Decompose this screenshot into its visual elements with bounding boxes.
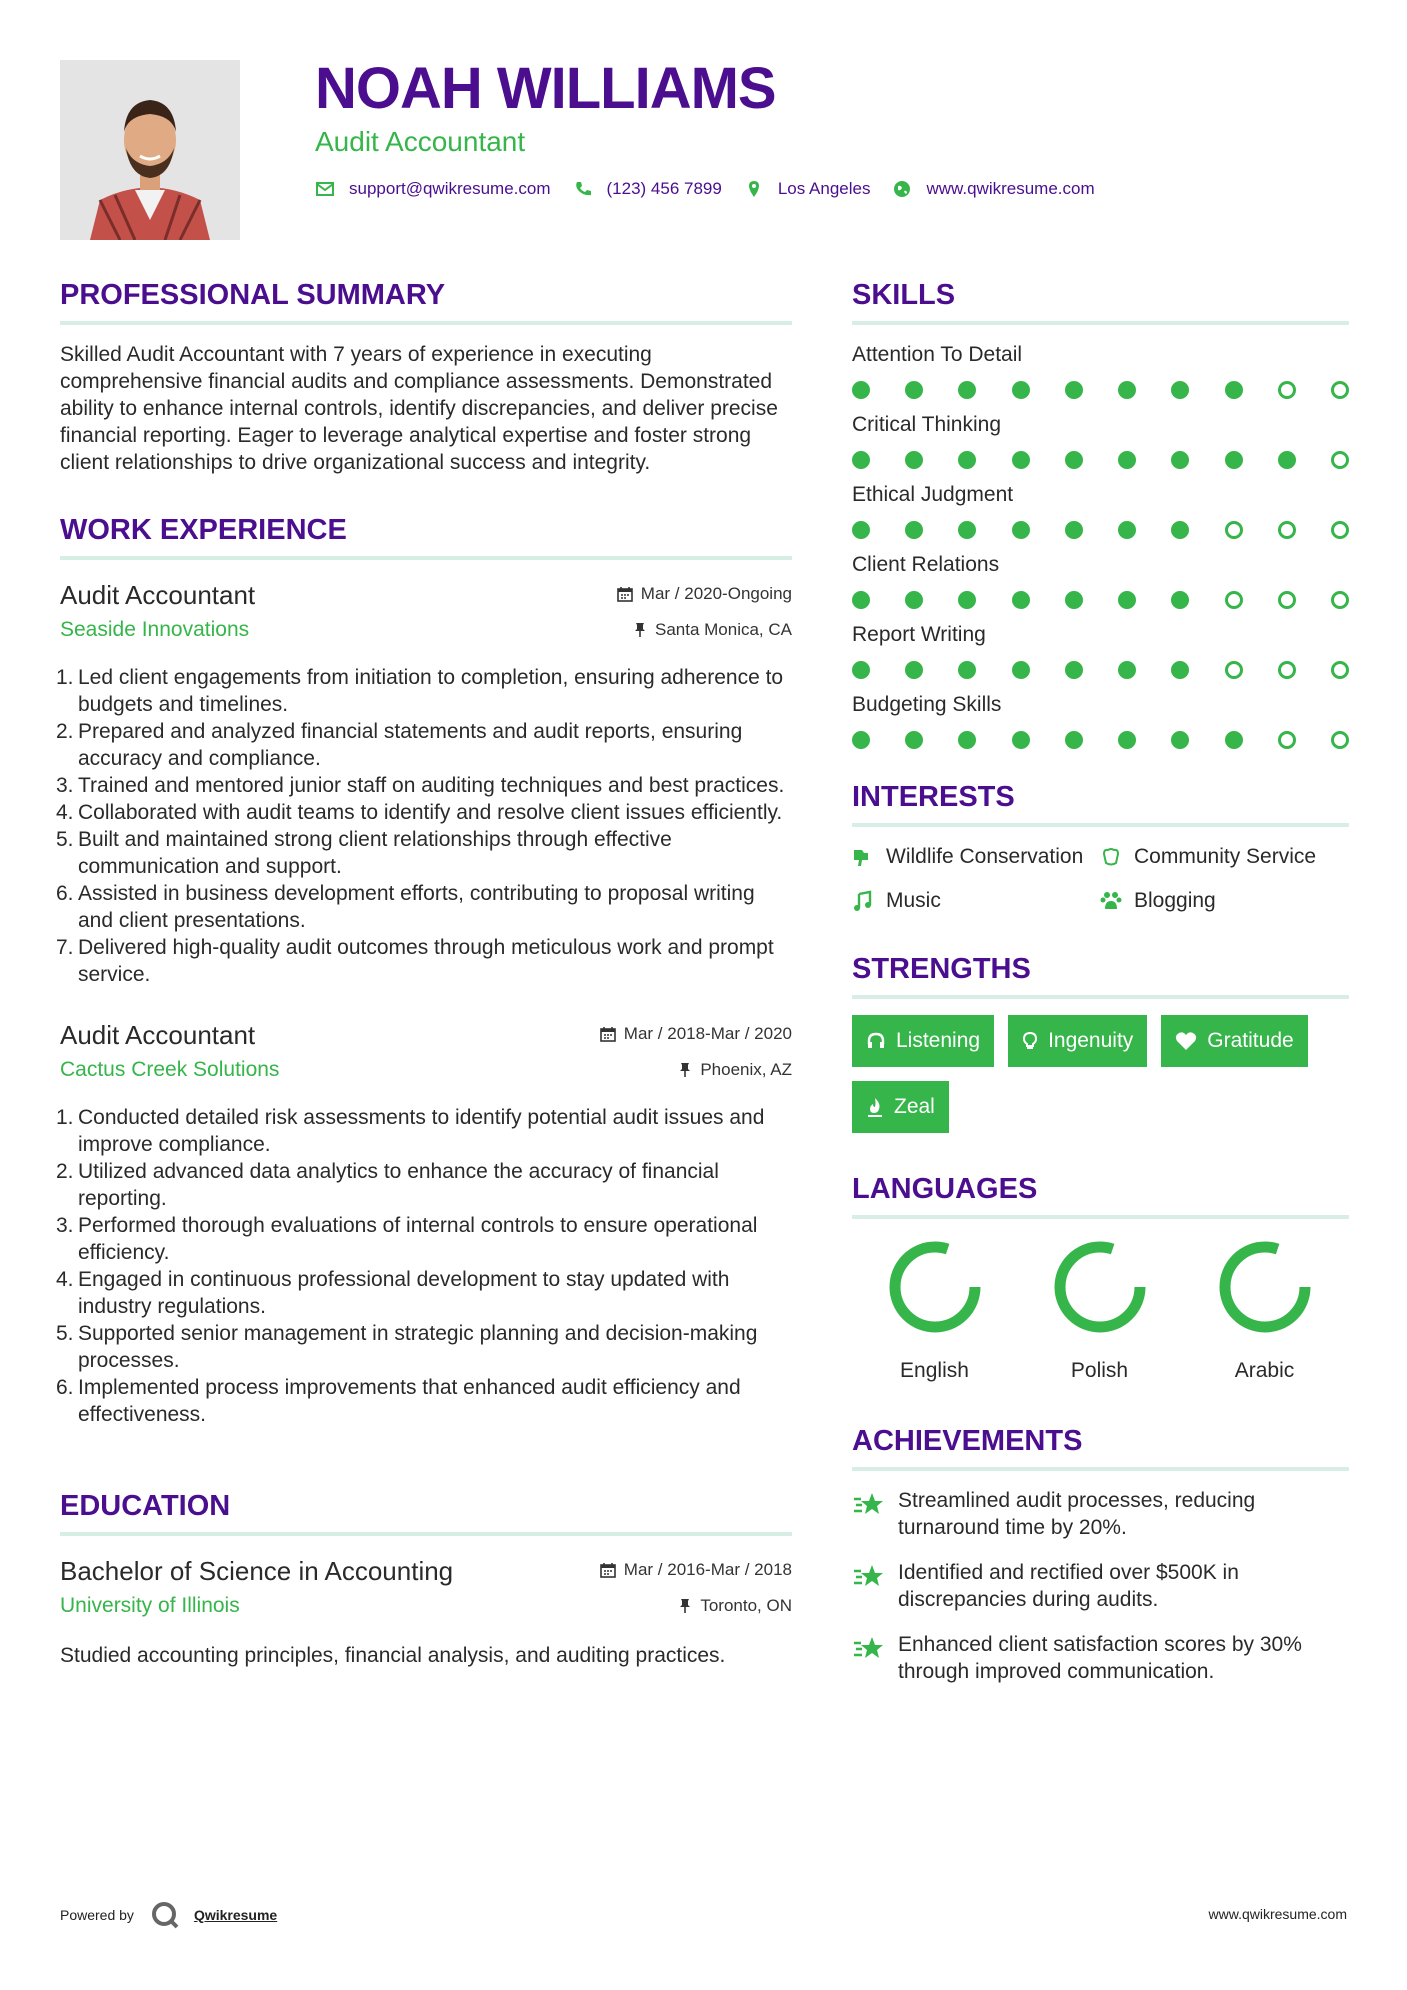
languages-heading: LANGUAGES <box>852 1169 1349 1219</box>
resume-header <box>315 55 1355 199</box>
list-item: 4. Engaged in continuous professional development to stay updated with industry regulations. <box>56 1268 730 1318</box>
headphones-icon <box>866 1031 886 1051</box>
rating-dot-filled <box>905 381 923 399</box>
rating-dot-filled <box>852 381 870 399</box>
envelope-icon <box>315 179 335 199</box>
job-entry <box>56 578 792 988</box>
job-entry <box>56 1018 792 1428</box>
footer-powered-by <box>60 1900 277 1930</box>
language-level-ring <box>1048 1235 1152 1339</box>
contact-location <box>744 179 871 199</box>
pushpin-icon <box>633 622 647 638</box>
skill-row <box>852 691 1349 749</box>
strength-tag: Zeal <box>852 1081 949 1133</box>
rating-dot-filled <box>1118 591 1136 609</box>
language-name: English <box>900 1359 969 1382</box>
rating-dot-filled <box>905 731 923 749</box>
rating-dot-filled <box>1171 591 1189 609</box>
website-text[interactable]: www.qwikresume.com <box>926 179 1095 198</box>
rating-dot-filled <box>1118 731 1136 749</box>
left-column <box>56 275 792 1669</box>
education-dates <box>600 1560 792 1580</box>
rating-dot-filled <box>1065 731 1083 749</box>
contact-website[interactable] <box>892 179 1094 199</box>
rating-dot-filled <box>1118 521 1136 539</box>
calendar-icon <box>600 1026 616 1042</box>
rating-dot-filled <box>1118 451 1136 469</box>
list-item: 6. Assisted in business development efforts, contributing to proposal writing and client presentations. <box>56 882 755 932</box>
job-location <box>678 1060 792 1080</box>
skill-rating <box>852 731 1349 749</box>
right-column <box>852 275 1349 1703</box>
rating-dot-filled <box>905 451 923 469</box>
list-item: 3. Trained and mentored junior staff on auditing techniques and best practices. <box>56 774 785 797</box>
skill-rating <box>852 521 1349 539</box>
rating-dot-empty <box>1331 521 1349 539</box>
calendar-icon <box>600 1562 616 1578</box>
rating-dot-filled <box>852 451 870 469</box>
strengths-tags <box>852 1015 1349 1133</box>
rating-dot-filled <box>958 591 976 609</box>
rating-dot-filled <box>1171 731 1189 749</box>
job-dates-text: Mar / 2018-Mar / 2020 <box>623 1024 792 1043</box>
rating-dot-filled <box>1118 381 1136 399</box>
language-level-ring <box>883 1235 987 1339</box>
summary-section <box>60 275 792 476</box>
list-item: 1. Conducted detailed risk assessments to identify potential audit issues and improve compliance. <box>56 1106 765 1156</box>
rating-dot-empty <box>1278 381 1296 399</box>
list-item: 5. Built and maintained strong client relationships through effective communication and support. <box>56 828 672 878</box>
education-location <box>678 1596 792 1616</box>
rating-dot-filled <box>1171 521 1189 539</box>
calendar-icon <box>617 586 633 602</box>
community-icon <box>1100 846 1122 868</box>
interest-item: Community Service <box>1100 843 1348 871</box>
rating-dot-empty <box>1278 731 1296 749</box>
candidate-name: NOAH WILLIAMS <box>315 56 776 121</box>
education-description: Studied accounting principles, financial analysis, and auditing practices. <box>60 1644 726 1667</box>
strength-tag: Ingenuity <box>1008 1015 1147 1067</box>
interests-heading: INTERESTS <box>852 777 1349 827</box>
rating-dot-filled <box>1225 451 1243 469</box>
list-item: 2. Utilized advanced data analytics to enhance the accuracy of financial reporting. <box>56 1160 719 1210</box>
rating-dot-filled <box>1278 451 1296 469</box>
blogging-icon <box>1100 890 1122 912</box>
skill-row <box>852 621 1349 679</box>
language-level-arc <box>1060 1247 1140 1327</box>
rating-dot-filled <box>1225 381 1243 399</box>
job-dates-text: Mar / 2020-Ongoing <box>640 584 792 603</box>
rating-dot-empty <box>1331 451 1349 469</box>
achievements-heading: ACHIEVEMENTS <box>852 1421 1349 1471</box>
lightbulb-icon <box>1022 1031 1038 1051</box>
job-company: Cactus Creek Solutions <box>60 1058 280 1081</box>
job-dates <box>617 584 792 604</box>
wildlife-icon <box>852 846 874 868</box>
list-item: 7. Delivered high-quality audit outcomes through meticulous work and prompt service. <box>56 936 774 986</box>
email-text[interactable]: support@qwikresume.com <box>349 179 551 198</box>
rating-dot-empty <box>1331 591 1349 609</box>
globe-icon <box>892 179 912 199</box>
education-section <box>60 1486 792 1669</box>
avatar-illustration <box>60 60 240 240</box>
interests-grid <box>852 843 1349 915</box>
achievements-list <box>852 1487 1349 1685</box>
brand-link[interactable]: Qwikresume <box>193 1907 278 1923</box>
rating-dot-filled <box>1012 451 1030 469</box>
rating-dot-empty <box>1331 381 1349 399</box>
contact-bar <box>315 179 1355 199</box>
rating-dot-filled <box>1225 731 1243 749</box>
music-icon <box>852 890 874 912</box>
achievement-item: Enhanced client satisfaction scores by 30% through improved communication. <box>852 1631 1349 1685</box>
list-item: 5. Supported senior management in strategic planning and decision-making processes. <box>56 1322 758 1372</box>
skill-name: Ethical Judgment <box>852 483 1014 506</box>
phone-text[interactable]: (123) 456 7899 <box>606 179 722 198</box>
education-location-text: Toronto, ON <box>700 1596 792 1615</box>
degree-title: Bachelor of Science in Accounting <box>60 1556 454 1586</box>
rating-dot-filled <box>1171 661 1189 679</box>
star-icon <box>852 1487 886 1521</box>
list-item: 3. Performed thorough evaluations of internal controls to ensure operational efficiency. <box>56 1214 758 1264</box>
rating-dot-filled <box>852 731 870 749</box>
languages-list <box>852 1235 1349 1383</box>
interest-item: Wildlife Conservation <box>852 843 1100 871</box>
job-dates <box>600 1024 792 1044</box>
rating-dot-empty <box>1225 591 1243 609</box>
list-item: 6. Implemented process improvements that enhanced audit efficiency and effectiveness. <box>56 1376 741 1426</box>
strengths-heading: STRENGTHS <box>852 949 1349 999</box>
rating-dot-filled <box>1012 381 1030 399</box>
rating-dot-filled <box>958 451 976 469</box>
language-name: Polish <box>1070 1359 1129 1382</box>
language-name: Arabic <box>1234 1359 1295 1382</box>
achievement-item: Identified and rectified over $500K in discrepancies during audits. <box>852 1559 1349 1613</box>
language-item <box>1017 1235 1182 1383</box>
qwikresume-logo-icon <box>150 1900 180 1930</box>
achievements-section <box>852 1421 1349 1685</box>
rating-dot-filled <box>905 591 923 609</box>
rating-dot-filled <box>1118 661 1136 679</box>
skill-row <box>852 411 1349 469</box>
rating-dot-empty <box>1225 661 1243 679</box>
job-location <box>633 620 792 640</box>
rating-dot-empty <box>1331 731 1349 749</box>
contact-email[interactable] <box>315 179 551 199</box>
rating-dot-filled <box>1012 521 1030 539</box>
pushpin-icon <box>678 1062 692 1078</box>
footer-website[interactable]: www.qwikresume.com <box>1208 1906 1347 1922</box>
skill-name: Attention To Detail <box>852 343 1023 366</box>
list-item: 2. Prepared and analyzed financial statements and audit reports, ensuring accuracy and compliance. <box>56 720 743 770</box>
map-pin-icon <box>744 179 764 199</box>
rating-dot-filled <box>1171 451 1189 469</box>
language-level-ring <box>1213 1235 1317 1339</box>
rating-dot-filled <box>852 591 870 609</box>
star-icon <box>852 1631 886 1665</box>
candidate-title: Audit Accountant <box>315 126 526 157</box>
job-company: Seaside Innovations <box>60 618 250 641</box>
job-location-text: Phoenix, AZ <box>700 1060 792 1079</box>
achievement-item: Streamlined audit processes, reducing turnaround time by 20%. <box>852 1487 1349 1541</box>
location-text: Los Angeles <box>777 179 871 198</box>
school-name: University of Illinois <box>60 1594 240 1617</box>
skills-list <box>852 341 1349 749</box>
list-item: 4. Collaborated with audit teams to identify and resolve client issues efficiently. <box>56 801 783 824</box>
rating-dot-filled <box>1012 661 1030 679</box>
rating-dot-filled <box>958 661 976 679</box>
profile-photo <box>60 60 240 240</box>
rating-dot-filled <box>905 661 923 679</box>
rating-dot-filled <box>852 521 870 539</box>
skill-name: Report Writing <box>852 623 986 646</box>
skill-row <box>852 551 1349 609</box>
experience-heading: WORK EXPERIENCE <box>60 510 792 560</box>
job-bullets <box>56 664 792 988</box>
rating-dot-empty <box>1225 521 1243 539</box>
rating-dot-filled <box>958 521 976 539</box>
job-location-text: Santa Monica, CA <box>654 620 792 639</box>
rating-dot-filled <box>1065 381 1083 399</box>
job-title: Audit Accountant <box>60 1020 256 1050</box>
skills-section <box>852 275 1349 749</box>
interests-section <box>852 777 1349 915</box>
language-item <box>1182 1235 1347 1383</box>
pushpin-icon <box>678 1598 692 1614</box>
skill-row <box>852 341 1349 399</box>
powered-by-label: Powered by <box>60 1907 134 1923</box>
language-level-arc <box>895 1247 975 1327</box>
rating-dot-empty <box>1278 661 1296 679</box>
rating-dot-filled <box>905 521 923 539</box>
rating-dot-empty <box>1278 591 1296 609</box>
strengths-section <box>852 949 1349 1133</box>
interest-item: Blogging <box>1100 887 1348 915</box>
rating-dot-filled <box>1012 731 1030 749</box>
skill-rating <box>852 451 1349 469</box>
summary-text: Skilled Audit Accountant with 7 years of experience in executing comprehensive financial audits and compliance assessments. Demonstrated ability to enhance internal controls, identify discrepancies, and deliver precise financial reporting. Eager to leverage analytical expertise and foster strong client relationships to drive organizational success and integrity. <box>60 343 778 474</box>
skill-rating <box>852 591 1349 609</box>
strength-tag: Gratitude <box>1161 1015 1307 1067</box>
skill-name: Client Relations <box>852 553 1000 576</box>
education-dates-text: Mar / 2016-Mar / 2018 <box>623 1560 792 1579</box>
job-bullets <box>56 1104 792 1428</box>
interest-item: Music <box>852 887 1100 915</box>
skill-name: Critical Thinking <box>852 413 1001 436</box>
rating-dot-filled <box>1012 591 1030 609</box>
rating-dot-filled <box>958 731 976 749</box>
rating-dot-filled <box>1065 661 1083 679</box>
summary-heading: PROFESSIONAL SUMMARY <box>60 275 792 325</box>
skills-heading: SKILLS <box>852 275 1349 325</box>
phone-icon <box>573 179 593 199</box>
star-icon <box>852 1559 886 1593</box>
rating-dot-empty <box>1331 661 1349 679</box>
strength-tag: Listening <box>852 1015 994 1067</box>
rating-dot-filled <box>852 661 870 679</box>
education-heading: EDUCATION <box>60 1486 792 1536</box>
experience-section <box>56 510 792 1428</box>
contact-phone[interactable] <box>573 179 722 199</box>
rating-dot-filled <box>1065 451 1083 469</box>
rating-dot-filled <box>1065 521 1083 539</box>
rating-dot-filled <box>1171 381 1189 399</box>
languages-section <box>852 1169 1349 1383</box>
rating-dot-filled <box>958 381 976 399</box>
rating-dot-empty <box>1278 521 1296 539</box>
language-level-arc <box>1225 1247 1305 1327</box>
list-item: 1. Led client engagements from initiation to completion, ensuring adherence to budgets and timelines. <box>56 666 784 716</box>
job-title: Audit Accountant <box>60 580 256 610</box>
heart-icon <box>1175 1031 1197 1051</box>
rating-dot-filled <box>1065 591 1083 609</box>
flame-icon <box>866 1097 884 1117</box>
language-item <box>852 1235 1017 1383</box>
skill-rating <box>852 381 1349 399</box>
skill-rating <box>852 661 1349 679</box>
skill-row <box>852 481 1349 539</box>
skill-name: Budgeting Skills <box>852 693 1002 716</box>
